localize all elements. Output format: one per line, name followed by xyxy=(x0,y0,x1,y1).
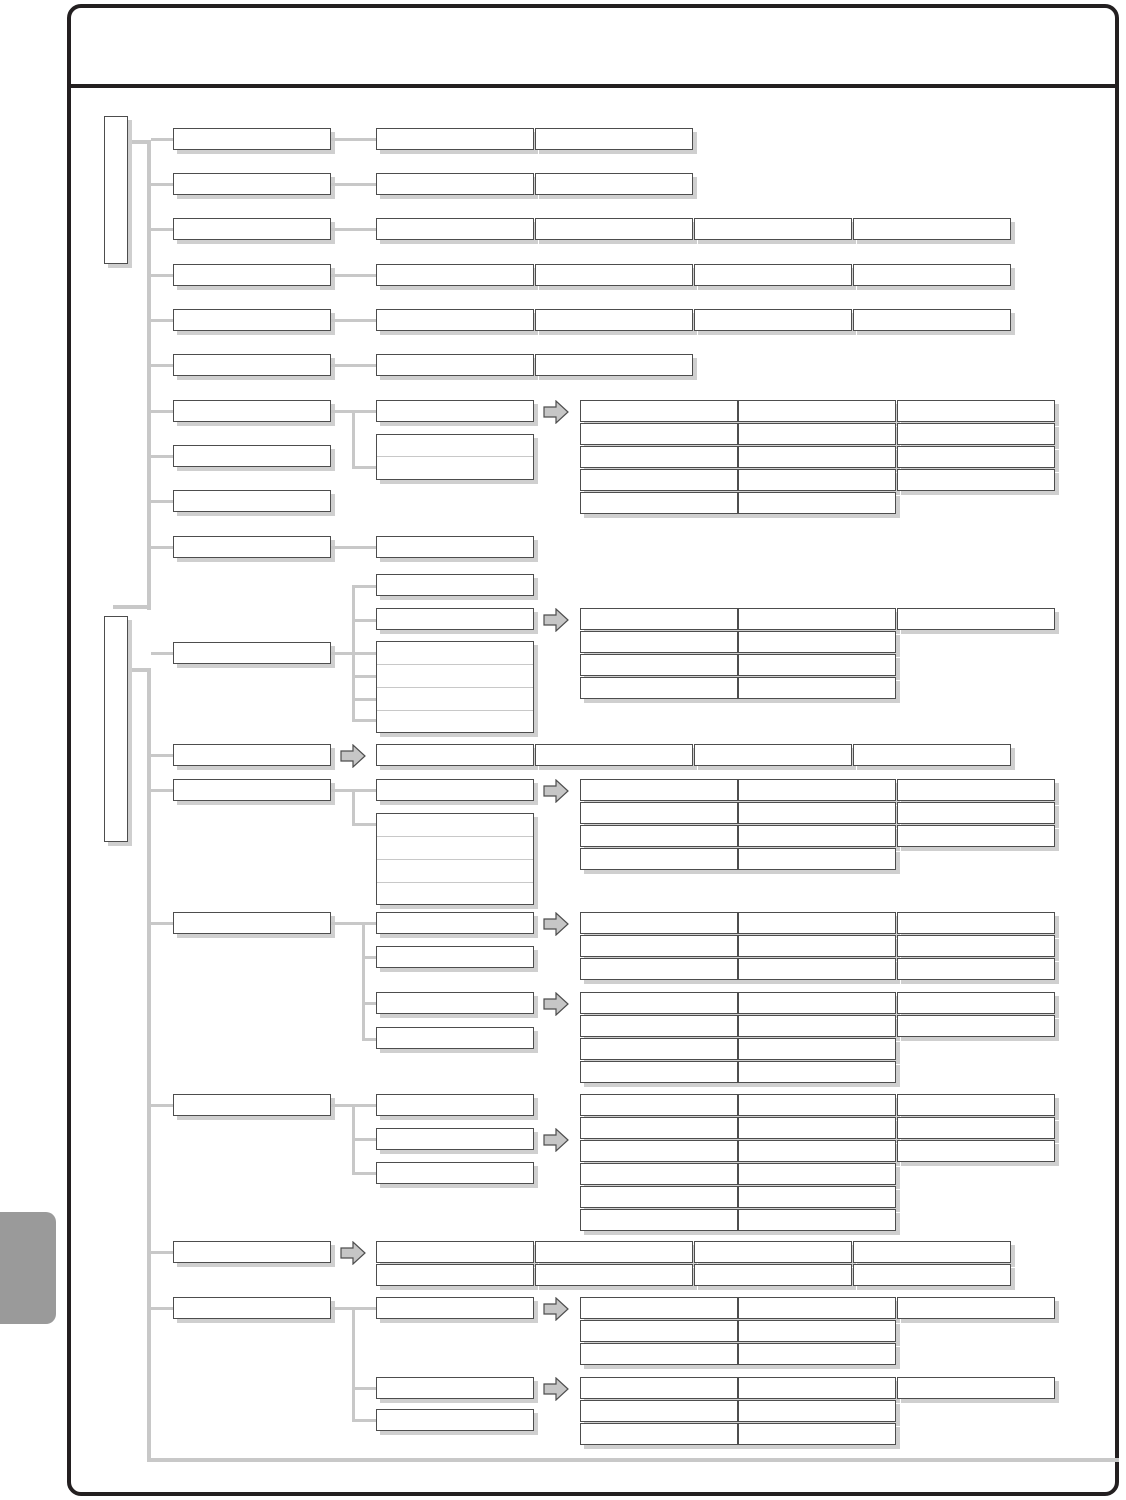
arrow-right-icon xyxy=(543,608,569,632)
setting-cell[interactable] xyxy=(853,309,1011,331)
setting-cell[interactable] xyxy=(535,744,693,766)
menu-item[interactable] xyxy=(173,536,331,558)
connector-line xyxy=(352,410,355,468)
menu-item[interactable] xyxy=(173,128,331,150)
setting-cell[interactable] xyxy=(535,128,693,150)
connector-line xyxy=(362,922,365,1040)
menu-item[interactable] xyxy=(173,779,331,801)
grid-b-cell[interactable] xyxy=(738,608,896,630)
connector-line xyxy=(352,1172,376,1175)
option[interactable] xyxy=(376,1027,534,1049)
menu-item[interactable] xyxy=(173,1297,331,1319)
menu-item[interactable] xyxy=(173,264,331,286)
grid-a-cell[interactable] xyxy=(897,446,1055,468)
menu-item[interactable] xyxy=(173,309,331,331)
grid-a-cell[interactable] xyxy=(897,423,1055,445)
grid-e-cell[interactable] xyxy=(738,1038,896,1060)
category-1[interactable] xyxy=(104,116,128,264)
connector-line xyxy=(331,138,376,141)
grid-d-cell[interactable] xyxy=(580,912,738,934)
connector-line xyxy=(352,1307,355,1421)
connector-line xyxy=(151,652,173,655)
connector-line xyxy=(151,789,173,792)
connector-line xyxy=(151,1251,173,1254)
option-divider xyxy=(377,456,533,457)
grid-e-cell[interactable] xyxy=(897,1015,1055,1037)
grid-g-cell[interactable] xyxy=(738,1343,896,1365)
connector-line xyxy=(352,789,355,825)
arrow-right-icon xyxy=(543,1128,569,1152)
menu-item[interactable] xyxy=(173,490,331,512)
option[interactable] xyxy=(376,400,534,422)
grid-h-cell[interactable] xyxy=(897,1377,1055,1399)
grid-g-cell[interactable] xyxy=(897,1297,1055,1319)
option-divider xyxy=(377,882,533,883)
grid-e-cell[interactable] xyxy=(738,992,896,1014)
grid-b-cell[interactable] xyxy=(738,677,896,699)
grid-c-cell[interactable] xyxy=(738,802,896,824)
setting-cell[interactable] xyxy=(376,173,534,195)
grid-f-cell[interactable] xyxy=(580,1209,738,1231)
option[interactable] xyxy=(376,1162,534,1184)
connector-line xyxy=(151,1104,173,1107)
setting-cell[interactable] xyxy=(853,1264,1011,1286)
option[interactable] xyxy=(376,1094,534,1116)
setting-cell[interactable] xyxy=(376,1264,534,1286)
connector-line xyxy=(331,183,376,186)
grid-f-cell[interactable] xyxy=(580,1186,738,1208)
setting-cell[interactable] xyxy=(535,1264,693,1286)
arrow-right-icon xyxy=(543,400,569,424)
option-divider xyxy=(377,836,533,837)
option[interactable] xyxy=(376,992,534,1014)
option[interactable] xyxy=(376,608,534,630)
setting-cell[interactable] xyxy=(853,264,1011,286)
setting-cell[interactable] xyxy=(535,1241,693,1263)
grid-d-cell[interactable] xyxy=(897,912,1055,934)
grid-a-cell[interactable] xyxy=(580,492,738,514)
option[interactable] xyxy=(376,946,534,968)
grid-f-cell[interactable] xyxy=(897,1117,1055,1139)
grid-h-cell[interactable] xyxy=(580,1423,738,1445)
grid-c-cell[interactable] xyxy=(738,825,896,847)
setting-cell[interactable] xyxy=(535,218,693,240)
connector-line xyxy=(352,1387,376,1390)
grid-d-cell[interactable] xyxy=(897,958,1055,980)
grid-c-cell[interactable] xyxy=(580,779,738,801)
grid-f-cell[interactable] xyxy=(580,1163,738,1185)
grid-a-cell[interactable] xyxy=(897,400,1055,422)
connector-line xyxy=(331,228,376,231)
grid-c-cell[interactable] xyxy=(580,802,738,824)
option[interactable] xyxy=(376,536,534,558)
setting-cell[interactable] xyxy=(376,309,534,331)
connector-line xyxy=(147,1458,1119,1462)
grid-a-cell[interactable] xyxy=(738,446,896,468)
grid-b-cell[interactable] xyxy=(580,654,738,676)
grid-a-cell[interactable] xyxy=(580,400,738,422)
setting-cell[interactable] xyxy=(694,309,852,331)
connector-line xyxy=(151,183,173,186)
grid-f-cell[interactable] xyxy=(738,1163,896,1185)
grid-f-cell[interactable] xyxy=(738,1117,896,1139)
arrow-right-icon xyxy=(543,992,569,1016)
connector-line xyxy=(331,274,376,277)
connector-line xyxy=(352,698,376,701)
grid-d-cell[interactable] xyxy=(580,935,738,957)
menu-item[interactable] xyxy=(173,642,331,664)
option-divider xyxy=(377,859,533,860)
grid-e-cell[interactable] xyxy=(580,992,738,1014)
setting-cell[interactable] xyxy=(853,1241,1011,1263)
grid-c-cell[interactable] xyxy=(580,825,738,847)
setting-cell[interactable] xyxy=(694,1264,852,1286)
grid-a-cell[interactable] xyxy=(738,492,896,514)
menu-item[interactable] xyxy=(173,354,331,376)
setting-cell[interactable] xyxy=(535,264,693,286)
connector-line xyxy=(151,364,173,367)
grid-h-cell[interactable] xyxy=(580,1400,738,1422)
connector-line xyxy=(151,410,173,413)
chapter-side-tab[interactable] xyxy=(0,1212,56,1324)
setting-cell[interactable] xyxy=(694,1241,852,1263)
connector-line xyxy=(352,719,376,722)
menu-item[interactable] xyxy=(173,400,331,422)
grid-f-cell[interactable] xyxy=(580,1117,738,1139)
grid-g-cell[interactable] xyxy=(738,1297,896,1319)
grid-c-cell[interactable] xyxy=(897,825,1055,847)
connector-line xyxy=(147,140,151,610)
setting-cell[interactable] xyxy=(376,264,534,286)
option[interactable] xyxy=(376,1128,534,1150)
grid-e-cell[interactable] xyxy=(580,1038,738,1060)
connector-line xyxy=(352,1138,376,1141)
option-divider xyxy=(377,710,533,711)
setting-cell[interactable] xyxy=(694,218,852,240)
grid-e-cell[interactable] xyxy=(580,1061,738,1083)
setting-cell[interactable] xyxy=(853,744,1011,766)
grid-f-cell[interactable] xyxy=(738,1140,896,1162)
grid-f-cell[interactable] xyxy=(738,1209,896,1231)
grid-f-cell[interactable] xyxy=(738,1094,896,1116)
option[interactable] xyxy=(376,574,534,596)
arrow-right-icon xyxy=(340,1241,366,1265)
menu-item[interactable] xyxy=(173,218,331,240)
grid-d-cell[interactable] xyxy=(738,935,896,957)
option[interactable] xyxy=(376,1377,534,1399)
arrow-right-icon xyxy=(543,779,569,803)
grid-g-cell[interactable] xyxy=(738,1320,896,1342)
grid-f-cell[interactable] xyxy=(580,1140,738,1162)
grid-e-cell[interactable] xyxy=(738,1015,896,1037)
grid-b-cell[interactable] xyxy=(580,631,738,653)
grid-e-cell[interactable] xyxy=(738,1061,896,1083)
grid-c-cell[interactable] xyxy=(580,848,738,870)
option[interactable] xyxy=(376,1297,534,1319)
setting-cell[interactable] xyxy=(694,744,852,766)
arrow-right-icon xyxy=(543,912,569,936)
connector-line xyxy=(352,652,376,655)
grid-a-cell[interactable] xyxy=(580,469,738,491)
grid-h-cell[interactable] xyxy=(738,1423,896,1445)
menu-item[interactable] xyxy=(173,1241,331,1263)
option[interactable] xyxy=(376,1409,534,1431)
option-divider xyxy=(377,687,533,688)
grid-g-cell[interactable] xyxy=(580,1297,738,1319)
grid-f-cell[interactable] xyxy=(897,1094,1055,1116)
connector-line xyxy=(151,1307,173,1310)
arrow-right-icon xyxy=(340,744,366,768)
setting-cell[interactable] xyxy=(376,128,534,150)
grid-b-cell[interactable] xyxy=(897,608,1055,630)
grid-e-cell[interactable] xyxy=(897,992,1055,1014)
connector-line xyxy=(331,546,376,549)
grid-d-cell[interactable] xyxy=(580,958,738,980)
connector-line xyxy=(362,1002,376,1005)
connector-line xyxy=(352,675,376,678)
grid-a-cell[interactable] xyxy=(738,469,896,491)
option-group[interactable] xyxy=(376,434,534,480)
connector-line xyxy=(113,605,151,609)
setting-cell[interactable] xyxy=(376,744,534,766)
grid-f-cell[interactable] xyxy=(897,1140,1055,1162)
connector-line xyxy=(151,546,173,549)
connector-line xyxy=(352,585,376,588)
menu-item[interactable] xyxy=(173,445,331,467)
grid-g-cell[interactable] xyxy=(580,1343,738,1365)
grid-b-cell[interactable] xyxy=(580,608,738,630)
arrow-right-icon xyxy=(543,1377,569,1401)
setting-cell[interactable] xyxy=(376,1241,534,1263)
grid-h-cell[interactable] xyxy=(580,1377,738,1399)
grid-c-cell[interactable] xyxy=(897,802,1055,824)
connector-line xyxy=(362,1038,376,1041)
option-divider xyxy=(377,664,533,665)
arrow-right-icon xyxy=(543,1297,569,1321)
menu-item[interactable] xyxy=(173,173,331,195)
menu-item[interactable] xyxy=(173,744,331,766)
connector-line xyxy=(151,319,173,322)
connector-line xyxy=(352,1419,376,1422)
menu-item[interactable] xyxy=(173,1094,331,1116)
grid-b-cell[interactable] xyxy=(738,654,896,676)
grid-b-cell[interactable] xyxy=(580,677,738,699)
grid-g-cell[interactable] xyxy=(580,1320,738,1342)
setting-cell[interactable] xyxy=(376,354,534,376)
grid-a-cell[interactable] xyxy=(738,423,896,445)
grid-b-cell[interactable] xyxy=(738,631,896,653)
connector-line xyxy=(151,500,173,503)
grid-a-cell[interactable] xyxy=(738,400,896,422)
connector-line xyxy=(352,619,376,622)
setting-cell[interactable] xyxy=(535,309,693,331)
grid-h-cell[interactable] xyxy=(738,1377,896,1399)
grid-a-cell[interactable] xyxy=(897,469,1055,491)
setting-cell[interactable] xyxy=(535,354,693,376)
grid-a-cell[interactable] xyxy=(580,446,738,468)
option[interactable] xyxy=(376,779,534,801)
connector-line xyxy=(151,228,173,231)
category-2[interactable] xyxy=(104,616,128,842)
connector-line xyxy=(352,823,376,826)
connector-line xyxy=(151,922,173,925)
menu-item[interactable] xyxy=(173,912,331,934)
connector-line xyxy=(151,455,173,458)
grid-f-cell[interactable] xyxy=(738,1186,896,1208)
grid-f-cell[interactable] xyxy=(580,1094,738,1116)
grid-e-cell[interactable] xyxy=(580,1015,738,1037)
connector-line xyxy=(151,754,173,757)
connector-line xyxy=(151,138,173,141)
connector-line xyxy=(352,466,376,469)
connector-line xyxy=(331,319,376,322)
connector-line xyxy=(147,668,151,1462)
grid-c-cell[interactable] xyxy=(897,779,1055,801)
setting-cell[interactable] xyxy=(694,264,852,286)
grid-d-cell[interactable] xyxy=(738,912,896,934)
header-divider xyxy=(69,84,1119,88)
connector-line xyxy=(362,956,376,959)
setting-cell[interactable] xyxy=(376,218,534,240)
grid-d-cell[interactable] xyxy=(738,958,896,980)
connector-line xyxy=(331,922,376,925)
connector-line xyxy=(151,274,173,277)
setting-cell[interactable] xyxy=(853,218,1011,240)
grid-h-cell[interactable] xyxy=(738,1400,896,1422)
option[interactable] xyxy=(376,912,534,934)
grid-c-cell[interactable] xyxy=(738,848,896,870)
setting-cell[interactable] xyxy=(535,173,693,195)
grid-a-cell[interactable] xyxy=(580,423,738,445)
grid-d-cell[interactable] xyxy=(897,935,1055,957)
grid-c-cell[interactable] xyxy=(738,779,896,801)
connector-line xyxy=(331,364,376,367)
